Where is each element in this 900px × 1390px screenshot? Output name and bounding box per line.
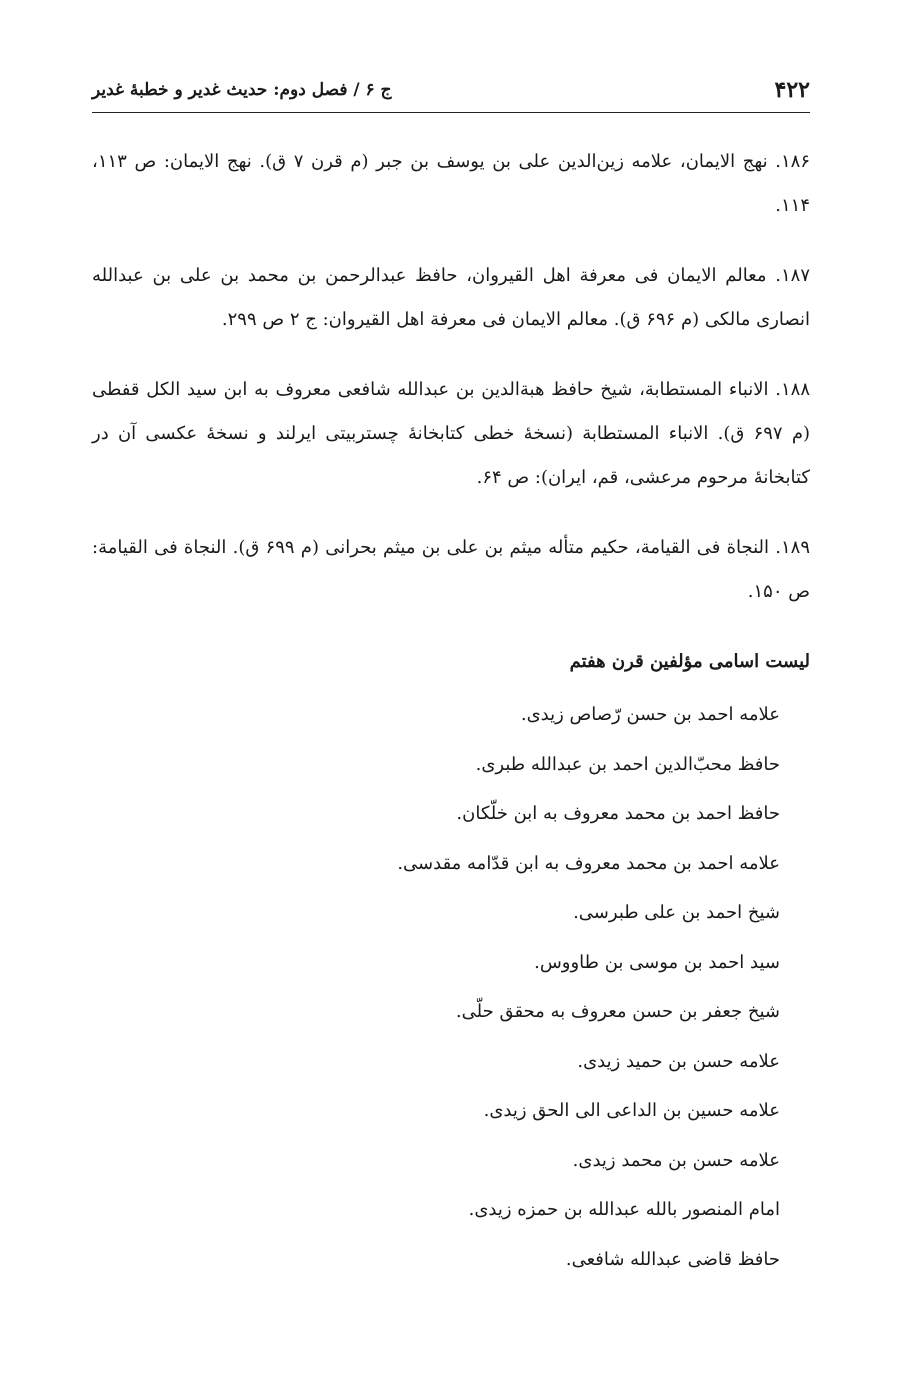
- list-item: شیخ جعفر بن حسن معروف به محقق حلّی.: [455, 1001, 780, 1022]
- bibliography-entry-186: ۱۸۶. نهج الایمان، علامه زین‌الدین علی بن یوسف بن جبر (م قرن ۷ ق). نهج الایمان: ص ۱۱۳، ۱۱۴.: [92, 151, 810, 216]
- list-item: حافظ قاضی عبدالله شافعی.: [565, 1248, 780, 1270]
- page-header: [92, 72, 810, 113]
- list-item: علامه حسن بن محمد زیدی.: [572, 1149, 780, 1171]
- page-number: ۴۲۲: [774, 77, 810, 103]
- list-item: امام المنصور بالله عبدالله بن حمزه زیدی.: [468, 1199, 780, 1220]
- section-title: لیست اسامی مؤلفین قرن هفتم: [569, 651, 810, 672]
- bibliography-entry-188: ۱۸۸. الانباء المستطابة، شیخ حافظ هبة‌الدین بن عبدالله شافعی معروف به ابن سید الکل قفطی (م ۶۹۷ ق). الانباء المستطابة (نسخهٔ خطی کتابخانهٔ چستربیتی ایرلند و نسخهٔ عکسی آن در کتابخانهٔ مرحوم مرعشی، قم، ایران): ص ۶۴.: [92, 379, 811, 488]
- list-item: شیخ احمد بن علی طبرسی.: [573, 902, 780, 923]
- book-page: [92, 0, 810, 1390]
- bibliography-entry-187: ۱۸۷. معالم الایمان فی معرفة اهل القیروان، حافظ عبدالرحمن بن محمد بن علی بن عبدالله انصاری مالکی (م ۶۹۶ ق). معالم الایمان فی معرفة اهل القیروان: ج ۲ ص ۲۹۹.: [92, 265, 810, 330]
- list-item: علامه حسین بن الداعی الی الحق زیدی.: [483, 1100, 780, 1121]
- list-item: علامه احمد بن حسن رّصاص زیدی.: [520, 704, 780, 725]
- list-item: علامه حسن بن حمید زیدی.: [577, 1050, 780, 1072]
- list-item: حافظ محبّ‌الدین احمد بن عبدالله طبری.: [475, 753, 780, 775]
- bibliography-entry-189: ۱۸۹. النجاة فی القیامة، حکیم متأله میثم بن علی بن میثم بحرانی (م ۶۹۹ ق). النجاة فی القیامة: ص ۱۵۰.: [92, 537, 810, 602]
- list-item: علامه احمد بن محمد معروف به ابن قدّامه مقدسی.: [397, 852, 780, 874]
- running-head: ج ۶ / فصل دوم: حدیث غدیر و خطبهٔ غدیر: [92, 80, 392, 100]
- page-content: [92, 140, 810, 1284]
- list-item: سید احمد بن موسی بن طاووس.: [534, 951, 780, 973]
- list-item: حافظ احمد بن محمد معروف به ابن خلّکان.: [456, 803, 780, 824]
- authors-list: [92, 690, 810, 1284]
